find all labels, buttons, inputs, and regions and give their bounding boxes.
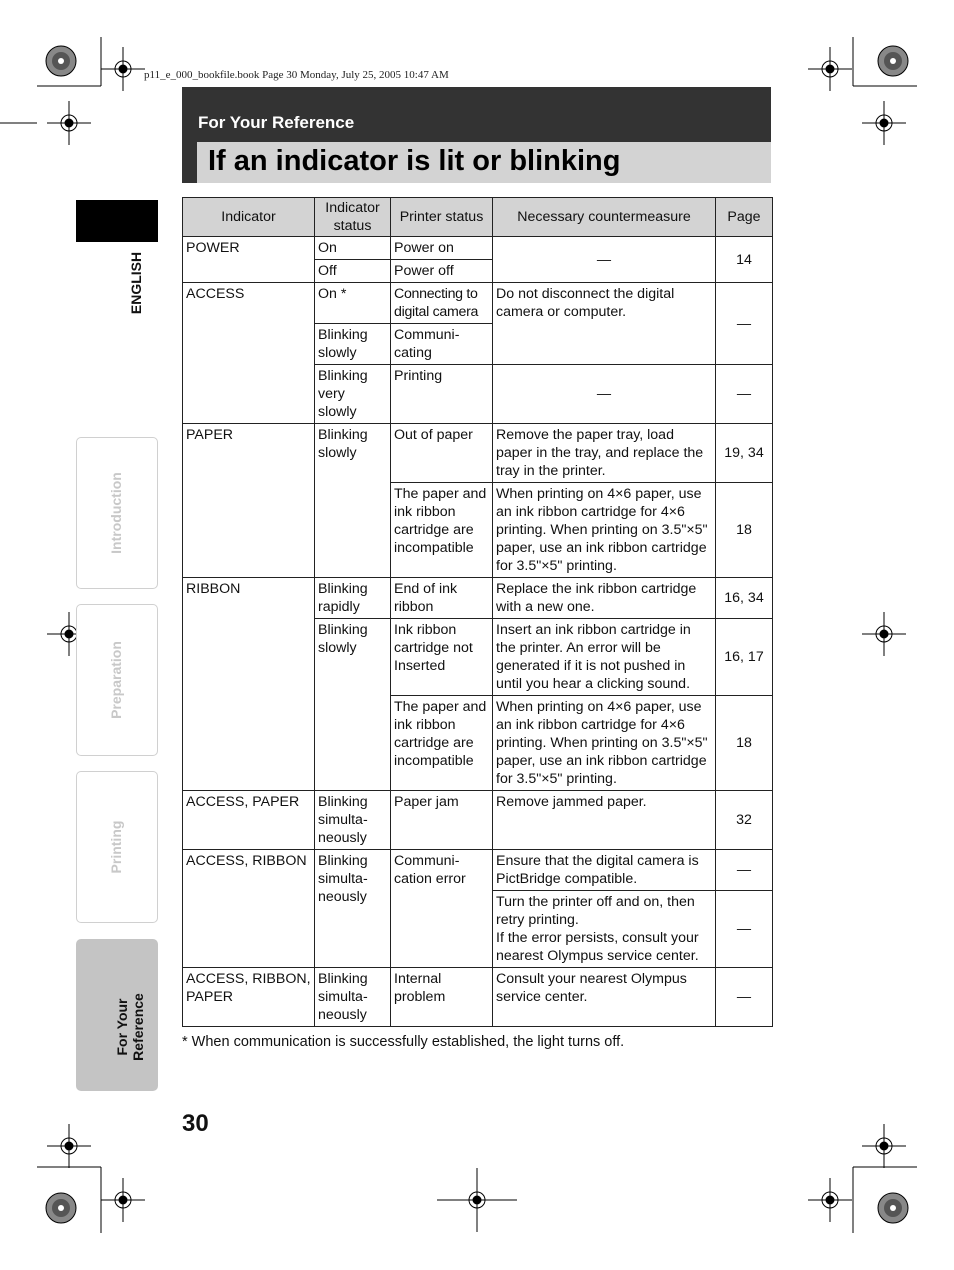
- printer-status-cell: Communi-cation error: [391, 850, 493, 968]
- countermeasure-line: If the error persists, consult your nearest Olympus service center.: [496, 930, 699, 964]
- page-cell: 19, 34: [716, 424, 773, 483]
- countermeasure-cell: Remove the paper tray, load paper in the tray, and replace the tray in the printer.: [493, 424, 716, 483]
- page-cell: 16, 17: [716, 619, 773, 696]
- side-tab-label: Preparation: [108, 641, 124, 719]
- side-tab-preparation[interactable]: [76, 604, 158, 756]
- footnote: * When communication is successfully established, the light turns off.: [182, 1034, 625, 1050]
- countermeasure-cell: Ensure that the digital camera is PictBridge compatible.: [493, 850, 716, 891]
- indicator-cell: POWER: [183, 237, 315, 283]
- printer-status-cell: Power on: [391, 237, 493, 260]
- countermeasure-cell: Remove jammed paper.: [493, 791, 716, 850]
- page-cell: 18: [716, 696, 773, 791]
- printer-status-cell: Internal problem: [391, 968, 493, 1027]
- page-title: If an indicator is lit or blinking: [208, 145, 621, 177]
- printer-status-cell: Printing: [391, 365, 493, 424]
- side-tab-for-your-reference[interactable]: [76, 939, 158, 1091]
- side-tab-label-line1: For Your: [114, 998, 130, 1056]
- indicator-cell: ACCESS: [183, 283, 315, 424]
- printer-status-cell: End of ink ribbon: [391, 578, 493, 619]
- side-tab-label-line2: Reference: [130, 993, 146, 1061]
- table-row: [183, 968, 773, 1027]
- table-row: [183, 578, 773, 619]
- printer-status-cell: Communi-cating: [391, 324, 493, 365]
- status-cell: On *: [315, 283, 391, 324]
- status-cell: Blinking very slowly: [315, 365, 391, 424]
- status-cell: Blinking simulta-neously: [315, 791, 391, 850]
- table-row: [183, 791, 773, 850]
- header-printer-status: Printer status: [391, 198, 493, 237]
- countermeasure-cell: Consult your nearest Olympus service center.: [493, 968, 716, 1027]
- section-label: For Your Reference: [198, 113, 355, 132]
- page-cell: 14: [716, 237, 773, 283]
- page-cell: 16, 34: [716, 578, 773, 619]
- countermeasure-cell: —: [493, 365, 716, 424]
- side-tab-label: Introduction: [108, 472, 124, 554]
- status-cell: Blinking simulta-neously: [315, 968, 391, 1027]
- file-header: p11_e_000_bookfile.book Page 30 Monday, July 25, 2005 10:47 AM: [144, 69, 449, 81]
- header-indicator-status-line1: Indicator: [325, 200, 380, 216]
- indicator-cell: ACCESS, PAPER: [183, 791, 315, 850]
- side-tab-label: Printing: [108, 820, 124, 874]
- header-indicator: Indicator: [183, 198, 315, 237]
- title-accent: [182, 142, 197, 183]
- printer-status-cell: Power off: [391, 260, 493, 283]
- table-row: [183, 237, 773, 260]
- header-indicator-status: [315, 198, 391, 237]
- header-indicator-status-line2: status: [333, 218, 372, 234]
- status-cell: Blinking slowly: [315, 619, 391, 791]
- printer-status-cell: Paper jam: [391, 791, 493, 850]
- header-page: Page: [716, 198, 773, 237]
- page-number: 30: [182, 1110, 209, 1137]
- indicator-cell: ACCESS, RIBBON: [183, 850, 315, 968]
- indicator-cell: PAPER: [183, 424, 315, 578]
- table-row: [183, 283, 773, 324]
- page-cell: —: [716, 365, 773, 424]
- page-cell: —: [716, 850, 773, 891]
- side-tab-english: ENGLISH: [128, 251, 144, 315]
- page-cell: 32: [716, 791, 773, 850]
- status-cell: Blinking slowly: [315, 424, 391, 578]
- indicator-cell: RIBBON: [183, 578, 315, 791]
- countermeasure-cell: Insert an ink ribbon cartridge in the printer. An error will be generated if it is not pushed in until you hear a clicking sound.: [493, 619, 716, 696]
- table-row: [183, 424, 773, 483]
- printer-status-cell: Out of paper: [391, 424, 493, 483]
- table-header-row: [183, 198, 773, 237]
- header-countermeasure: Necessary countermeasure: [493, 198, 716, 237]
- page-cell: —: [716, 283, 773, 365]
- countermeasure-cell: When printing on 4×6 paper, use an ink ribbon cartridge for 4×6 printing. When printing on 3.5"×5" paper, use an ink ribbon cartridge for 3.5"×5" printing.: [493, 696, 716, 791]
- countermeasure-cell: —: [493, 237, 716, 283]
- table-row: [183, 850, 773, 891]
- side-tab-printing[interactable]: [76, 771, 158, 923]
- indicator-cell: ACCESS, RIBBON, PAPER: [183, 968, 315, 1027]
- countermeasure-cell: When printing on 4×6 paper, use an ink ribbon cartridge for 4×6 printing. When printing on 3.5"×5" paper, use an ink ribbon cartridge for 3.5"×5" printing.: [493, 483, 716, 578]
- status-cell: Blinking simulta-neously: [315, 850, 391, 968]
- countermeasure-cell: Replace the ink ribbon cartridge with a new one.: [493, 578, 716, 619]
- status-cell: Blinking slowly: [315, 324, 391, 365]
- countermeasure-cell: [493, 891, 716, 968]
- printer-status-cell: The paper and ink ribbon cartridge are incompatible: [391, 483, 493, 578]
- printer-status-cell: Ink ribbon cartridge not Inserted: [391, 619, 493, 696]
- countermeasure-cell: Do not disconnect the digital camera or computer.: [493, 283, 716, 365]
- indicator-table: [182, 197, 773, 1027]
- status-cell: Off: [315, 260, 391, 283]
- printer-status-cell: Connecting to digital camera: [391, 283, 493, 324]
- status-cell: On: [315, 237, 391, 260]
- page-cell: —: [716, 968, 773, 1027]
- page-cell: —: [716, 891, 773, 968]
- page-cell: 18: [716, 483, 773, 578]
- status-cell: Blinking rapidly: [315, 578, 391, 619]
- side-tab-introduction[interactable]: [76, 437, 158, 589]
- countermeasure-line: Turn the printer off and on, then retry printing.: [496, 894, 695, 928]
- printer-status-cell: The paper and ink ribbon cartridge are incompatible: [391, 696, 493, 791]
